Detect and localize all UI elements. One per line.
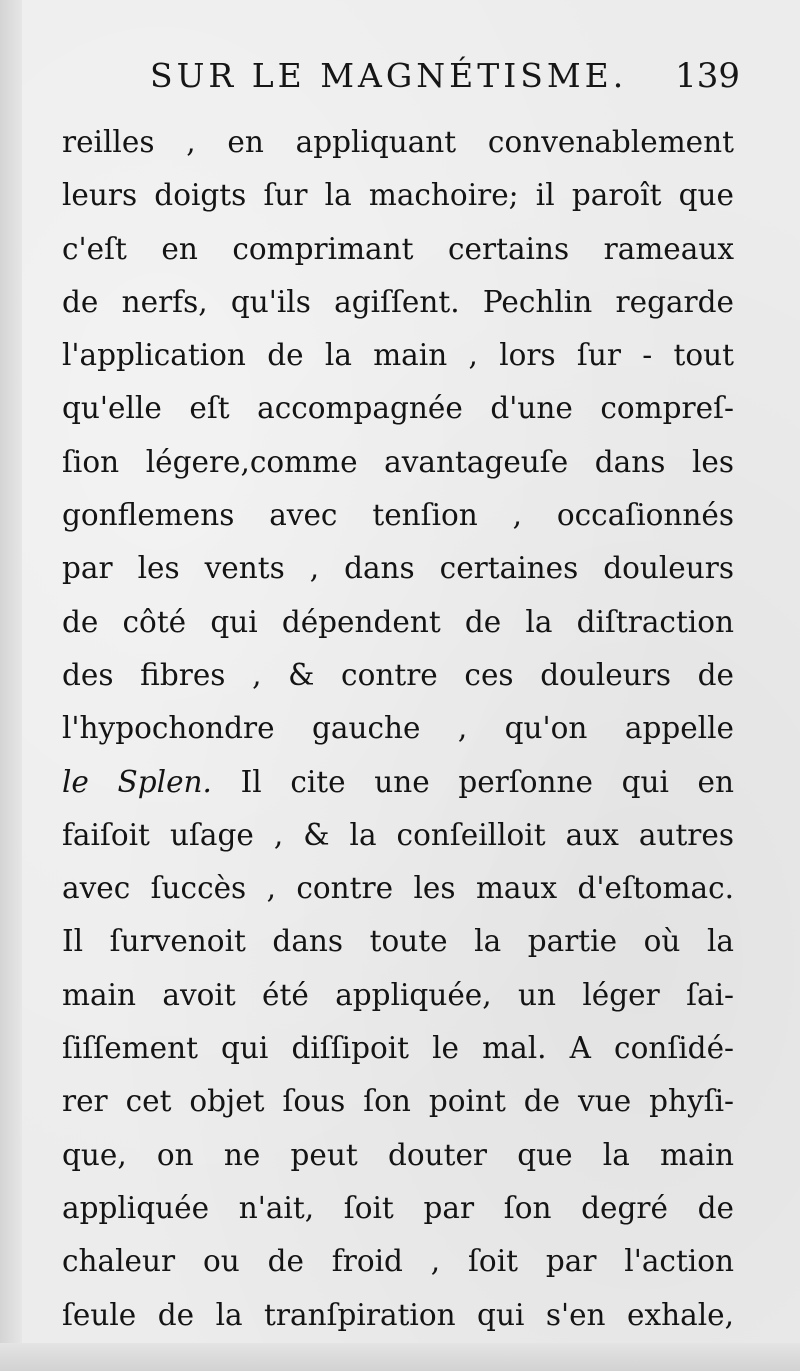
text-line: l'hypochondre gauche , qu'on appelle	[62, 711, 734, 746]
text-line: par les vents , dans certaines douleurs	[62, 551, 734, 586]
text-line: appliquée n'ait, ſoit par ſon degré de	[62, 1190, 734, 1225]
running-head	[150, 46, 740, 106]
text-line: reilles , en appliquant convenablement	[62, 125, 734, 159]
text-line: ſiſſement qui diſſipoit le mal. A conſidé-	[62, 1031, 734, 1066]
text-line: ſeule de la tranſpiration qui s'en exhale,	[62, 1297, 734, 1332]
text-line: de nerfs, qu'ils agiſſent. Pechlin regarde	[62, 284, 734, 319]
text-line-rest: Il cite une perſonne qui en	[211, 764, 735, 799]
text-line: Il ſurvenoit dans toute la partie où la	[62, 924, 734, 959]
text-line: gonflemens avec tenſion , occaſionnés	[62, 498, 734, 533]
italic-term: le Splen.	[62, 764, 212, 799]
text-line: avec ſuccès , contre les maux d'eſtomac.	[62, 871, 734, 906]
text-line: c'eſt en comprimant certains rameaux	[62, 231, 734, 266]
running-head-title: SUR LE MAGNÉTISME.	[150, 56, 628, 95]
text-line: ſion légere,comme avantageuſe dans les	[62, 444, 734, 479]
text-line: que, on ne peut douter que la main	[62, 1137, 734, 1172]
text-line: main avoit été appliquée, un léger ſai-	[62, 977, 734, 1012]
text-line	[62, 756, 734, 809]
text-line: de côté qui dépendent de la diſtraction	[62, 604, 734, 639]
text-line: l'application de la main , lors ſur - tout	[62, 338, 734, 373]
text-line: chaleur ou de froid , ſoit par l'action	[62, 1244, 734, 1279]
page-gutter-shadow	[0, 0, 22, 1371]
page-number: 139	[675, 56, 740, 96]
text-line: qu'elle eſt accompagnée d'une compreſ-	[62, 391, 734, 426]
body-text	[62, 116, 734, 1342]
text-line: rer cet objet ſous ſon point de vue phyſi-	[62, 1084, 734, 1119]
text-line: leurs doigts ſur la machoire; il paroît que	[62, 178, 734, 213]
text-line: faiſoit uſage , & la conſeilloit aux autres	[62, 817, 734, 852]
page-bottom-edge	[0, 1343, 800, 1371]
text-line: des fibres , & contre ces douleurs de	[62, 657, 734, 692]
